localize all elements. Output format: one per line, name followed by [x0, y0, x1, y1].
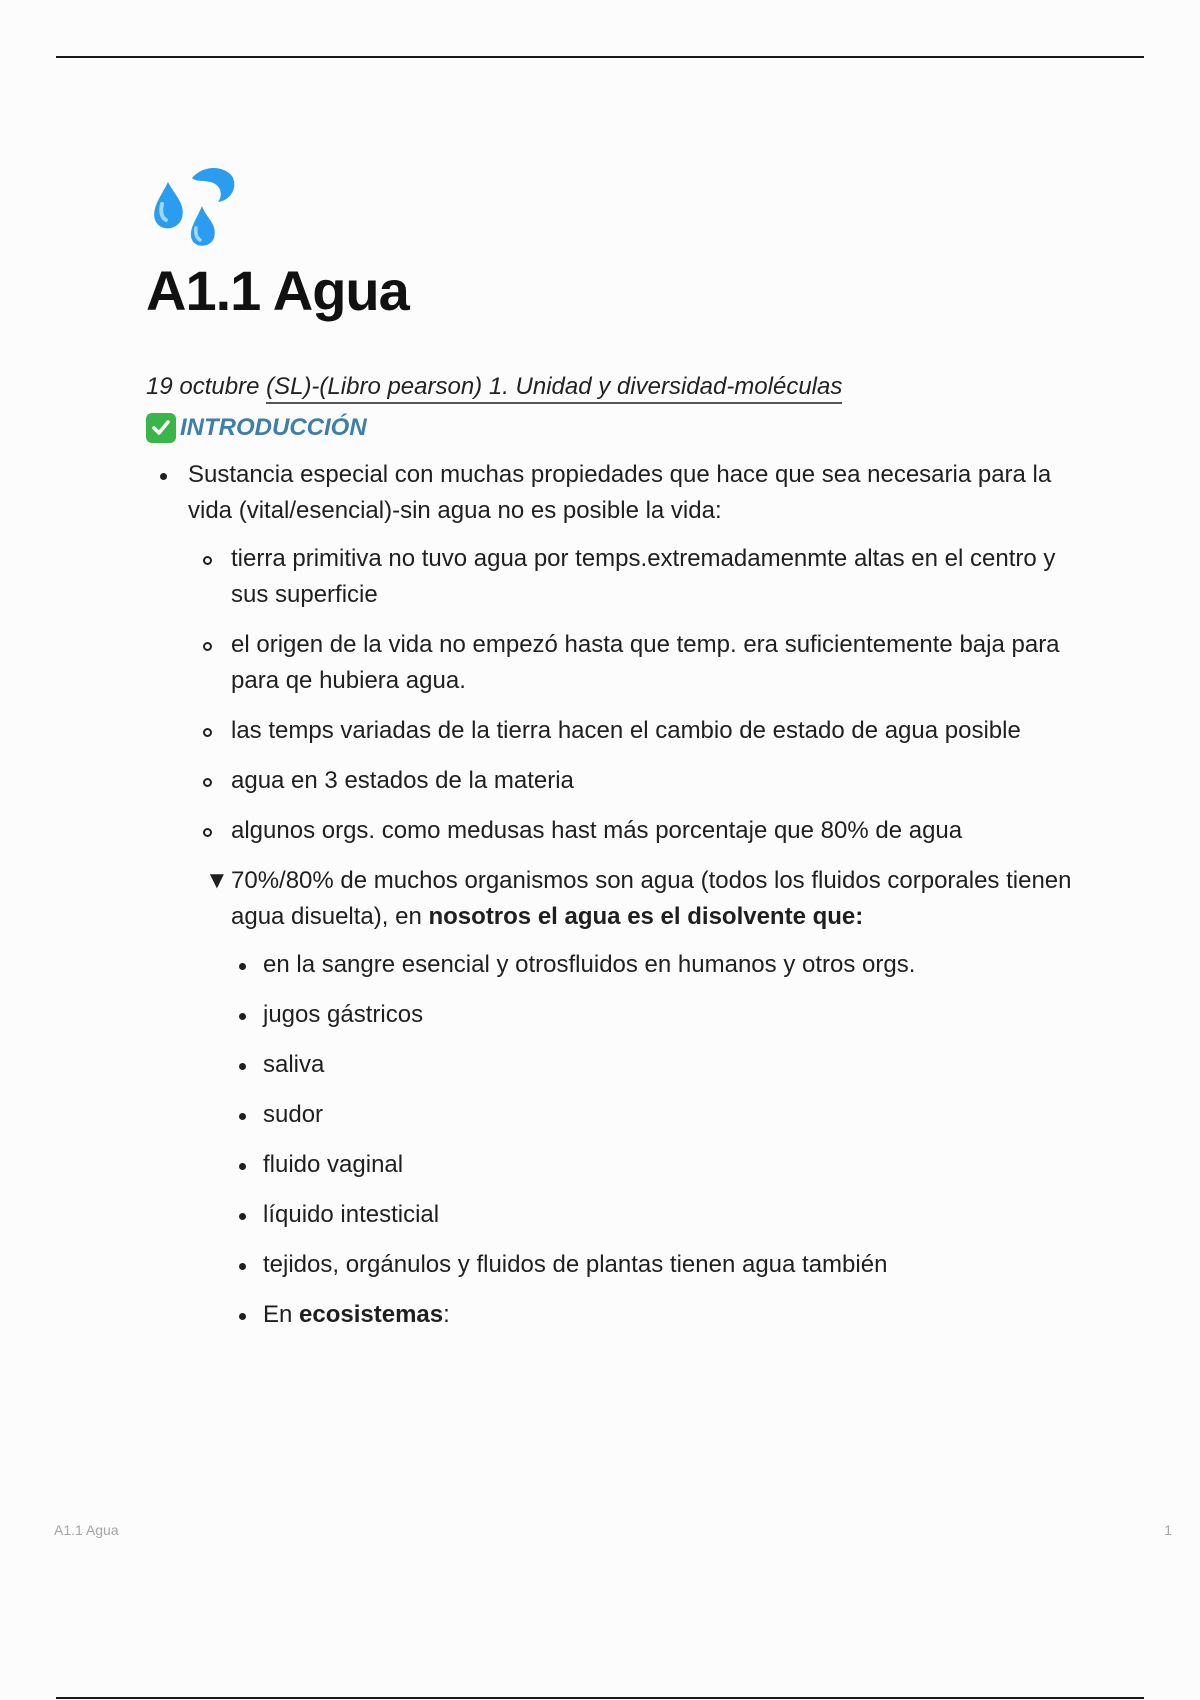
main-list [146, 457, 1096, 849]
page-subtitle [146, 373, 1096, 401]
list-item: saliva [234, 1047, 1096, 1083]
main-bullet-text: Sustancia especial con muchas propiedades que hace que sea necesaria para la vida (vital/esencial)-sin agua no es posible la vida: [188, 461, 1052, 524]
page-title: A1.1 Agua [146, 259, 409, 322]
sub-list [188, 541, 1096, 849]
subtitle-date: 19 octubre [146, 373, 267, 400]
list-item: jugos gástricos [234, 997, 1096, 1033]
list-item [146, 457, 1096, 849]
last-item-plain: En [263, 1301, 300, 1328]
list-item: en la sangre esencial y otrosfluidos en humanos y otros orgs. [234, 947, 1096, 983]
toggle-text [205, 863, 1096, 935]
bottom-rule [56, 1697, 1144, 1699]
toggle-block [146, 863, 1096, 935]
sweat-droplets-icon [146, 160, 236, 250]
section-heading [146, 413, 1096, 443]
toggle-text-plain: 70%/80% de muchos organismos son agua (todos los fluidos corporales tienen agua disuelta), en [231, 867, 1072, 930]
list-item: agua en 3 estados de la materia [188, 763, 1096, 799]
last-item-bold: ecosistemas [299, 1301, 444, 1328]
check-mark-icon [146, 413, 176, 443]
list-item: líquido intesticial [234, 1197, 1096, 1233]
list-item: sudor [234, 1097, 1096, 1133]
toggle-text-bold: nosotros el agua es el disolvente que: [428, 903, 864, 930]
list-item: el origen de la vida no empezó hasta que temp. era suficientemente baja para para qe hubiera agua. [188, 627, 1096, 699]
list-item: tejidos, orgánulos y fluidos de plantas tienen agua también [234, 1247, 1096, 1283]
top-rule [56, 56, 1144, 58]
list-item: las temps variadas de la tierra hacen el cambio de estado de agua posible [188, 713, 1096, 749]
list-item [234, 1297, 1096, 1333]
list-item: fluido vaginal [234, 1147, 1096, 1183]
page-number: 1 [1164, 1522, 1172, 1538]
subtitle-link[interactable]: (SL)-(Libro pearson) 1. Unidad y diversidad-moléculas [266, 373, 842, 404]
last-item-end: : [443, 1301, 450, 1328]
toggle-arrow-icon[interactable]: ▼ [205, 867, 229, 894]
footer-title: A1.1 Agua [54, 1522, 119, 1538]
section-title: INTRODUCCIÓN [180, 414, 367, 441]
fluid-list [146, 947, 1096, 1333]
list-item: tierra primitiva no tuvo agua por temps.extremadamenmte altas en el centro y sus superficie [188, 541, 1096, 613]
list-item: algunos orgs. como medusas hast más porcentaje que 80% de agua [188, 813, 1096, 849]
page-content [146, 160, 1096, 1347]
